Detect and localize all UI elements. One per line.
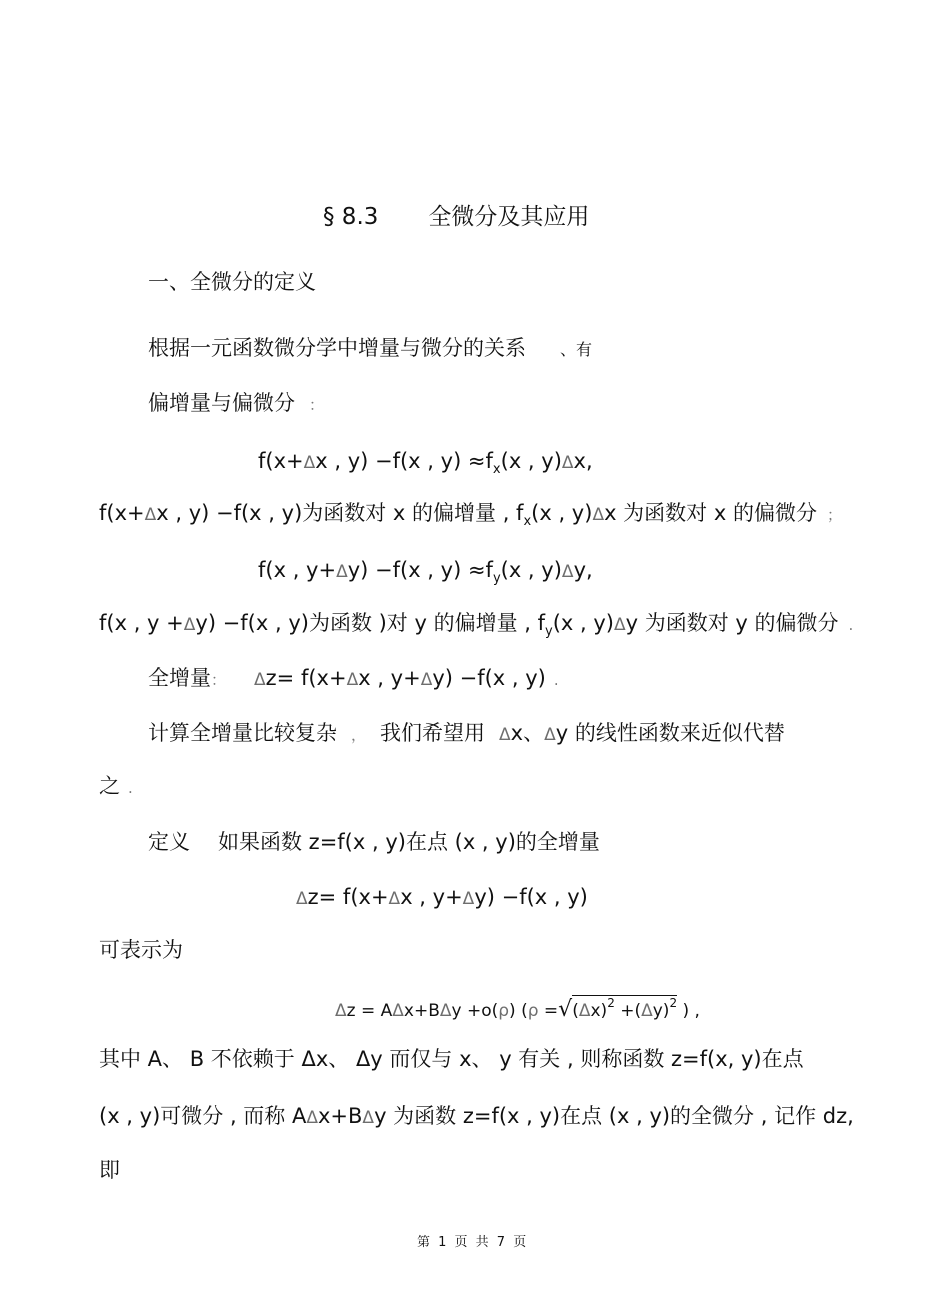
- section-title: [323, 206, 589, 229]
- delta-symbol: Δ: [462, 889, 475, 909]
- definition: 定义 如果函数 z=f(x , y)在点 (x , y)的全增量: [148, 830, 600, 854]
- sqrt-radicand: $(\Delta x)^2 +(\Delta y)^2$: [572, 996, 678, 1021]
- equation-formula: Δz = AΔx+BΔy +o(ρ) ($\rho =√(\Delta x)^2 +(\Delta y)^2$ ) ,: [335, 996, 700, 1022]
- paragraph-calc: 计算全增量比较复杂 ， 我们希望用 Δx、Δy 的线性函数来近似代替: [148, 721, 785, 745]
- delta-symbol: Δ: [578, 1001, 591, 1021]
- paragraph-intro: 根据一元函数微分学中增量与微分的关系 、有: [148, 336, 593, 360]
- section-number: § 8.3: [323, 204, 379, 230]
- delta-symbol: Δ: [335, 1001, 347, 1021]
- delta-symbol: Δ: [561, 453, 574, 473]
- sqrt-symbol: √: [558, 997, 573, 1022]
- total-increment: 全增量： Δz= f(x+Δx , y+Δy) −f(x , y) .: [148, 666, 559, 690]
- delta-symbol: Δ: [420, 670, 433, 690]
- rho-symbol: ρ: [527, 1001, 539, 1021]
- delta-symbol: Δ: [392, 1001, 404, 1021]
- delta-symbol: Δ: [561, 562, 574, 582]
- delta-symbol: Δ: [614, 615, 626, 635]
- paragraph-where: 其中 A、 B 不依赖于 Δx、 Δy 而仅与 x、 y 有关 , 则称函数 z=f(x, y)在点: [99, 1047, 804, 1071]
- paragraph-calc-end: 之 .: [99, 774, 133, 798]
- delta-symbol: Δ: [254, 670, 266, 690]
- delta-symbol: Δ: [544, 725, 556, 745]
- page-footer: 第 1 页 共 7 页: [417, 1235, 529, 1250]
- paragraph-differentiable: (x , y)可微分 , 而称 AΔx+BΔy 为函数 z=f(x , y)在点 (x , y)的全微分 , 记作 dz,: [99, 1104, 854, 1128]
- paragraph-ji: 即: [99, 1158, 120, 1182]
- line-partial-y: f(x , y +Δy) −f(x , y)为函数 )对 y 的偏增量 , $f_y(x$ , y)Δy 为函数对 y 的偏微分 .: [99, 611, 854, 639]
- delta-symbol: Δ: [362, 1108, 375, 1128]
- delta-symbol: Δ: [296, 889, 308, 909]
- equation-definition: Δz= f(x+Δx , y+Δy) −f(x , y): [296, 885, 588, 909]
- delta-symbol: Δ: [183, 615, 196, 635]
- delta-symbol: Δ: [388, 889, 401, 909]
- delta-symbol: Δ: [346, 670, 359, 690]
- delta-symbol: Δ: [306, 1108, 318, 1128]
- equation-partial-y: f(x , y+Δy) −f(x , $y) \approx f_y(x$ , y)Δy,: [258, 558, 593, 586]
- delta-symbol: Δ: [336, 562, 348, 582]
- partial-label: 偏增量与偏微分 ：: [148, 391, 325, 415]
- line-partial-x: f(x+Δx , y) −f(x , y)为函数对 x 的偏增量 , $f_x(x$ , y)Δx 为函数对 x 的偏微分 ；: [99, 501, 842, 529]
- delta-symbol: Δ: [144, 505, 157, 525]
- heading-definition: 一、全微分的定义: [148, 270, 316, 294]
- delta-symbol: Δ: [499, 725, 511, 745]
- section-name: 全微分及其应用: [428, 204, 590, 230]
- delta-symbol: Δ: [303, 453, 316, 473]
- definition-label: 定义: [148, 830, 190, 854]
- equation-partial-x: f(x+Δx , y) −f(x , $y) \approx f_x(x$ , y)Δx,: [258, 449, 593, 477]
- delta-symbol: Δ: [592, 505, 605, 525]
- can-express: 可表示为: [99, 938, 183, 962]
- delta-symbol: Δ: [641, 1001, 653, 1021]
- rho-symbol: ρ: [498, 1001, 510, 1021]
- delta-symbol: Δ: [439, 1001, 452, 1021]
